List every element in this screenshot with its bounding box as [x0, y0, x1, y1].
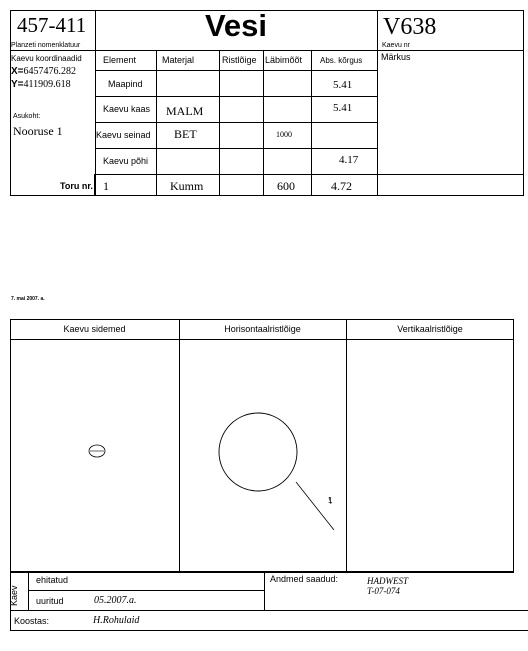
y-value: 411909.618: [23, 79, 71, 90]
divider: [264, 571, 265, 610]
nomenclature-label: Planzeti nomenklatuur: [11, 42, 81, 49]
y-label: Y=: [11, 79, 24, 90]
date-note: 7. mai 2007. a.: [11, 296, 45, 302]
x-coordinate: [11, 66, 76, 77]
data-from-label: Andmed saadud:: [270, 574, 339, 584]
panel-title-vertical: Vertikaalristlõige: [397, 324, 463, 334]
table-cell-elevation: 5.41: [333, 102, 353, 114]
compiled-label: Koostas:: [14, 616, 50, 626]
y-coordinate: [11, 79, 71, 90]
pipe-mark-label: 1: [328, 496, 333, 505]
location-value: Nooruse 1: [13, 124, 63, 138]
page-title: Vesi: [204, 8, 268, 43]
well-number-label: Kaevu nr: [382, 42, 411, 49]
surveyed-label: uuritud: [36, 596, 64, 606]
pipe-elevation: 4.72: [331, 179, 352, 193]
divider: [10, 50, 377, 51]
col-element: Element: [103, 55, 137, 65]
pipe-diameter: 600: [277, 179, 295, 193]
table-cell-elevation: 4.17: [339, 154, 359, 166]
divider: [95, 174, 524, 175]
table-cell-element: Kaevu seinad: [96, 130, 151, 140]
divider: [95, 148, 377, 149]
divider: [95, 96, 377, 97]
divider: [377, 50, 524, 51]
divider: [377, 10, 378, 196]
panel-title-horizontal: Horisontaalristlõige: [224, 324, 301, 334]
divider: [10, 630, 528, 631]
compiled-value: H.Rohulaid: [93, 615, 140, 626]
surveyed-value: 05.2007.a.: [94, 595, 137, 606]
divider: [95, 122, 377, 123]
location-label: Asukoht:: [13, 113, 41, 120]
remarks-label: Märkus: [381, 52, 411, 62]
pipe-number: 1: [103, 179, 109, 193]
horizontal-section-drawing: [210, 398, 350, 538]
x-label: X=: [11, 66, 24, 77]
table-cell-elevation: 5.41: [333, 79, 353, 91]
data-from-line1: HADWEST: [367, 576, 408, 586]
divider: [10, 339, 514, 340]
pipe-label: Toru nr.: [60, 181, 93, 191]
divider: [10, 610, 528, 611]
data-from-line2: T-07-074: [367, 586, 400, 596]
col-diameter: Läbimõõt: [265, 55, 303, 65]
table-cell-element: Maapind: [108, 79, 143, 89]
x-value: 6457476.282: [23, 66, 77, 77]
pipe-material: Kumm: [170, 179, 204, 193]
col-section: Ristlõige: [222, 55, 257, 65]
table-cell-diameter: 1000: [276, 130, 292, 139]
table-cell-element: Kaevu kaas: [103, 104, 151, 114]
nomenclature-code: 457-411: [17, 13, 87, 37]
table-cell-element: Kaevu põhi: [103, 156, 149, 166]
col-elevation: Abs. kõrgus: [320, 56, 363, 65]
panel-title-ties: Kaevu sidemed: [63, 324, 126, 334]
divider: [28, 590, 264, 591]
table-cell-material: MALM: [166, 104, 204, 118]
divider: [28, 571, 29, 610]
divider: [94, 174, 96, 196]
coords-label: Kaevu koordinaadid: [11, 54, 82, 63]
built-label: ehitatud: [36, 575, 69, 585]
well-symbol-icon: [86, 442, 108, 460]
divider: [95, 70, 377, 71]
col-material: Materjal: [162, 55, 195, 65]
divider: [10, 571, 514, 572]
side-label: Kaev: [9, 585, 19, 606]
well-number: V638: [383, 14, 437, 40]
divider: [179, 319, 180, 573]
table-cell-material: BET: [174, 127, 197, 141]
